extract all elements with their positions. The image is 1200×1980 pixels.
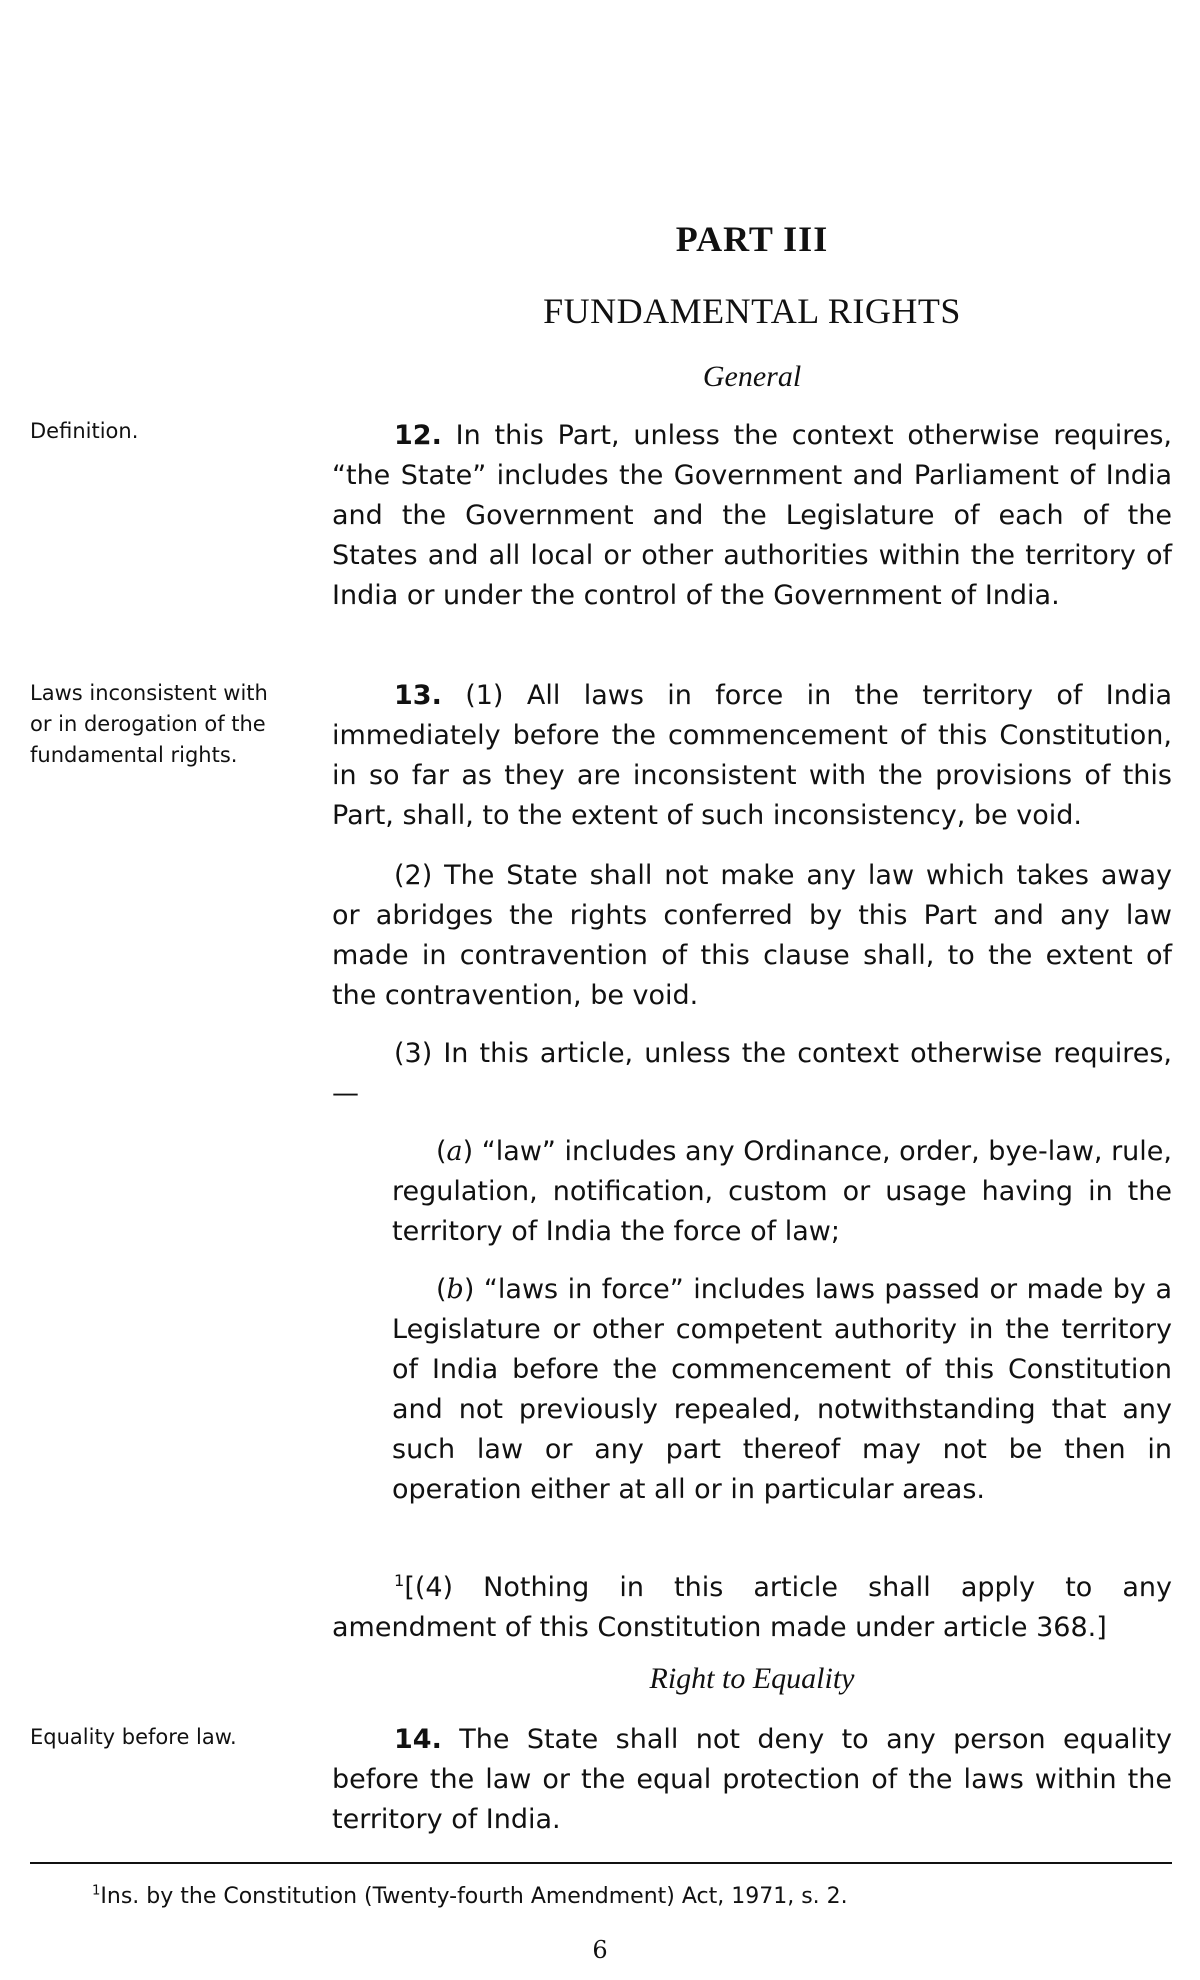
clause-letter: b	[446, 1274, 464, 1305]
page-number: 6	[592, 1936, 608, 1964]
article-13-clause-3: (3) In this article, unless the context otherwise requires,—	[332, 1038, 1172, 1109]
part-number: PART III	[675, 219, 829, 259]
article-number: 14.	[394, 1724, 442, 1755]
article-text: In this Part, unless the context otherwise requires, “the State” includes the Government and Parliament of India and the Government and the Legislature of each of the States and all local or other authorities within the territory of India or under the control of the Government of India.	[332, 420, 1172, 611]
clause-text: “law” includes any Ordinance, order, bye-law, rule, regulation, notification, custom or usage having in the territory of India the force of law;	[392, 1136, 1172, 1247]
margin-note-equality: Equality before law.	[30, 1725, 237, 1749]
article-13-clause-3b: (b) “laws in force” includes laws passed or made by a Legislature or other competent authority in the territory of India before the commencement of this Constitution and not previously repealed, notwithstanding that any such law or any part thereof may not be then in operation either at all or in particular areas.	[392, 1274, 1172, 1505]
footnote-text: Ins. by the Constitution (Twenty-fourth Amendment) Act, 1971, s. 2.	[100, 1884, 848, 1909]
part-title: FUNDAMENTAL RIGHTS	[543, 291, 961, 331]
article-13-clause-3a: (a) “law” includes any Ordinance, order, bye-law, rule, regulation, notification, custom or usage having in the territory of India the force of law;	[392, 1136, 1172, 1247]
footnote-divider	[30, 1862, 1172, 1864]
clause-letter: a	[446, 1136, 463, 1167]
article-text: (1) All laws in force in the territory of India immediately before the commencement of this Constitution, in so far as they are inconsistent with the provisions of this Part, shall, to the extent of such inconsistency, be void.	[332, 680, 1172, 831]
article-12	[332, 416, 1172, 616]
footnote-marker: 1	[394, 1571, 405, 1590]
article-number: 12.	[394, 420, 442, 451]
footnote	[92, 1882, 1172, 1912]
article-13-clause-4	[332, 1568, 1172, 1648]
section-heading-equality: Right to Equality	[649, 1662, 855, 1695]
clause-text: [(4) Nothing in this article shall apply to any amendment of this Constitution made under article 368.]	[332, 1572, 1172, 1643]
article-14	[332, 1720, 1172, 1840]
article-13-clause-1	[332, 676, 1172, 836]
article-13-clause-2: (2) The State shall not make any law which takes away or abridges the rights conferred by this Part and any law made in contravention of this clause shall, to the extent of the contravention, be void.	[332, 860, 1172, 1011]
margin-note-laws-inconsistent: Laws inconsistent with or in derogation of the fundamental rights.	[30, 681, 268, 767]
article-number: 13.	[394, 680, 442, 711]
footnote-marker: 1	[92, 1883, 101, 1899]
clause-text: “laws in force” includes laws passed or made by a Legislature or other competent authority in the territory of India before the commencement of this Constitution and not previously repealed, notwithstanding that any such law or any part thereof may not be then in operation either at all or in particular areas.	[392, 1274, 1172, 1505]
margin-note-definition: Definition.	[30, 419, 139, 443]
article-text: The State shall not deny to any person equality before the law or the equal protection of the laws within the territory of India.	[332, 1724, 1172, 1835]
section-heading-general: General	[702, 360, 802, 393]
